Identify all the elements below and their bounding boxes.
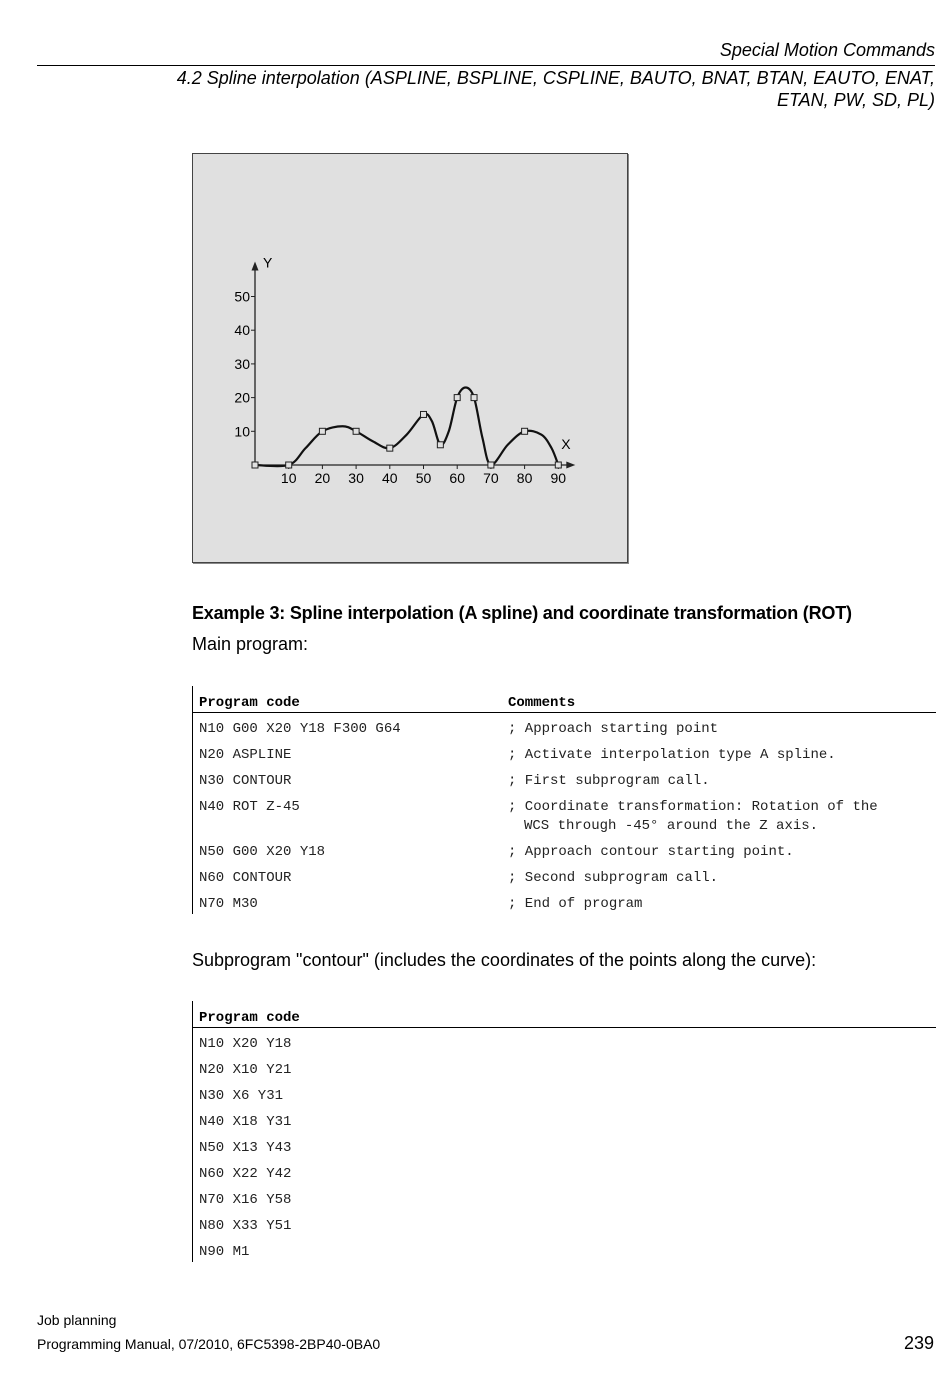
table-row [193,765,936,791]
subprogram-label: Subprogram "contour" (includes the coordinates of the points along the curve): [192,950,817,970]
main-program-label: Main program: [192,634,309,654]
code-cell: N50 X13 Y43 [199,1140,292,1156]
table-row [193,836,936,862]
x-tick-label: 60 [449,470,465,486]
code-cell: N10 G00 X20 Y18 F300 G64 [199,721,401,737]
y-axis-label: Y [263,254,273,271]
control-point [471,395,477,401]
table-row [193,1236,936,1262]
col-header-code: Program code [199,1010,300,1026]
comment-cell [508,798,936,836]
col-header-code: Program code [199,695,300,711]
comment-cell [508,843,936,862]
subprogram-table [192,1001,936,1262]
code-cell: N60 CONTOUR [199,870,292,886]
col-header-comments: Comments [508,695,576,711]
code-cell: N20 ASPLINE [199,747,292,763]
comment-cell [508,746,936,765]
code-cell: N60 X22 Y42 [199,1166,292,1182]
table-row [193,791,936,836]
control-point [555,462,561,468]
x-axis-label: X [561,436,571,452]
x-tick-label: 40 [382,470,398,486]
table-row [193,862,936,888]
control-point [252,462,258,468]
spline-figure [192,153,628,563]
table-row [193,713,936,739]
table-header [193,686,936,713]
control-point [387,445,393,451]
x-tick-label: 50 [415,470,432,486]
example-heading: Example 3: Spline interpolation (A spline) and coordinate transformation (ROT) [192,603,852,623]
comment-cell [508,895,936,914]
main-program-table [192,686,936,914]
section-title: 4.2 Spline interpolation (ASPLINE, BSPLINE, CSPLINE, BAUTO, BNAT, BTAN, EAUTO, ENAT, ETAN, PW, SD, PL) [176,68,935,110]
code-cell: N90 M1 [199,1244,250,1260]
spline-chart [193,154,627,562]
code-cell: N20 X10 Y21 [199,1062,292,1078]
comment-text: ; First subprogram call. [508,773,710,789]
comment-cell [508,720,936,739]
table-row [193,1158,936,1184]
x-tick-label: 30 [348,470,364,486]
comment-cell [508,869,936,888]
code-cell: N70 M30 [199,896,258,912]
table-row [193,1028,936,1054]
table-row [193,1210,936,1236]
table-row [193,1184,936,1210]
x-axis-arrow [566,462,575,469]
table-row [193,1080,936,1106]
control-point [522,428,528,434]
y-tick-label: 10 [234,423,250,440]
y-axis-arrow [252,262,259,271]
footer-doc-type: Job planning [37,1312,117,1328]
comment-text: ; End of program [508,896,643,912]
y-tick-label: 50 [234,288,250,305]
table-row [193,1106,936,1132]
code-cell: N50 G00 X20 Y18 [199,844,326,860]
table-header [193,1001,936,1028]
x-tick-label: 70 [483,470,499,486]
code-cell: N30 X6 Y31 [199,1088,284,1104]
comment-cell [508,772,936,791]
x-tick-label: 10 [280,470,297,486]
table-row [193,739,936,765]
code-cell: N10 X20 Y18 [199,1036,292,1052]
control-point [286,462,292,468]
comment-text: ; Approach contour starting point. [508,844,794,860]
control-point [437,442,443,448]
code-cell: N80 X33 Y51 [199,1218,292,1234]
page-number: 239 [903,1333,934,1353]
x-tick-label: 80 [516,470,533,486]
y-tick-label: 40 [234,322,250,339]
footer-manual-info: Programming Manual, 07/2010, 6FC5398-2BP40-0BA0 [37,1336,381,1352]
header-rule [37,65,935,66]
code-cell: N30 CONTOUR [199,773,292,789]
comment-text: ; Activate interpolation type A spline. [508,747,836,763]
x-tick-label: 20 [314,470,331,486]
x-tick-label: 90 [550,470,567,486]
control-point [454,395,460,401]
y-tick-label: 20 [234,389,250,406]
code-cell: N40 X18 Y31 [199,1114,292,1130]
control-point [319,428,325,434]
control-point [421,411,427,417]
table-row [193,1054,936,1080]
comment-text: ; Coordinate transformation: Rotation of the [508,799,878,815]
code-cell: N40 ROT Z-45 [199,799,300,815]
control-point [488,462,494,468]
comment-text: ; Second subprogram call. [508,870,719,886]
spline-curve [255,387,558,466]
y-tick-label: 30 [234,355,250,372]
code-cell: N70 X16 Y58 [199,1192,292,1208]
chapter-title: Special Motion Commands [719,40,935,60]
table-row [193,1132,936,1158]
table-row [193,888,936,914]
comment-text-continued: WCS through -45° around the Z axis. [524,818,819,834]
control-point [353,428,359,434]
comment-text: ; Approach starting point [508,721,719,737]
